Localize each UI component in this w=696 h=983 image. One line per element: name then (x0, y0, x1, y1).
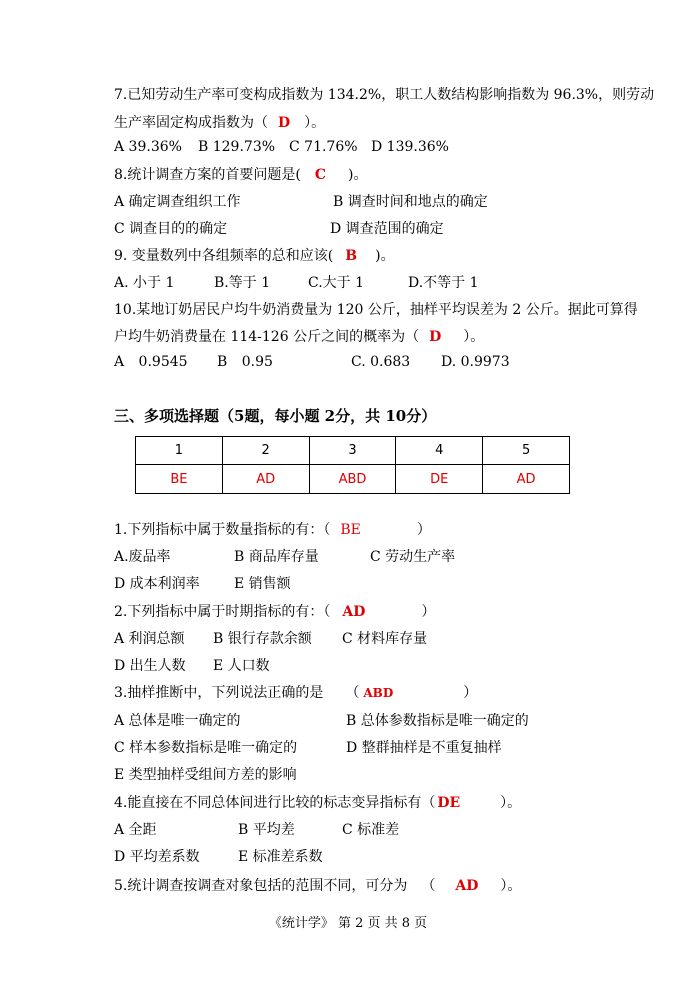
q8-option-a: A 确定调查组织工作 (114, 194, 241, 210)
table-header-cell: 4 (396, 437, 483, 465)
table-header-cell: 1 (136, 437, 223, 465)
m2-option-a: A 利润总额 (114, 631, 185, 647)
q9-option-d: D.不等于 1 (408, 275, 479, 291)
q8-answer: C (314, 167, 326, 183)
q9-answer: B (345, 248, 358, 264)
q8-option-b: B 调查时间和地点的确定 (333, 194, 488, 210)
m3-stem (114, 682, 477, 702)
q7-stem-line2 (114, 112, 325, 132)
m3-option-e: E 类型抽样受组间方差的影响 (114, 767, 297, 783)
q10-stem-text-2: 户均牛奶消费量在 114-126 公斤之间的概率为（ (114, 329, 420, 345)
answer-table (135, 436, 570, 494)
m1-option-a: A.废品率 (114, 549, 171, 565)
m4-option-a: A 全距 (114, 822, 157, 838)
m1-stem-text: 1.下列指标中属于数量指标的有：（ (114, 522, 331, 538)
m5-stem-text: 5.统计调查按调查对象包括的范围不同，可分为 (114, 878, 408, 894)
m3-option-a: A 总体是唯一确定的 (114, 713, 241, 729)
m2-answer: AD (342, 604, 366, 620)
q7-option-a: A 39.36% (114, 139, 182, 155)
m4-option-b: B 平均差 (238, 822, 295, 838)
m2-stem-text: 2.下列指标中属于时期指标的有：（ (114, 604, 331, 620)
q7-option-b: B 129.73% (198, 139, 276, 155)
table-answer-cell: BE (136, 465, 223, 494)
m4-stem-end: ）。 (500, 795, 522, 811)
table-answer-cell: AD (222, 465, 309, 494)
q8-option-d: D 调查范围的确定 (330, 221, 444, 237)
q10-stem-text: 10.某地订奶居民户均牛奶消费量为 120 公斤，抽样平均误差为 2 公斤。据此可算得 (114, 302, 638, 318)
q7-stem-text-2: 生产率固定构成指数为（ (114, 115, 268, 131)
q9-option-a: A. 小于 1 (114, 275, 175, 291)
q7-stem-line1 (114, 84, 654, 104)
q7-option-c: C 71.76% (289, 139, 358, 155)
q8-stem-text: 8.统计调查方案的首要问题是( (114, 167, 301, 183)
m1-stem (114, 519, 431, 539)
q7-answer: D (278, 115, 291, 131)
m4-answer: DE (437, 795, 461, 811)
m1-option-b: B 商品库存量 (234, 549, 319, 565)
table-header-cell: 5 (483, 437, 570, 465)
answer-table-header-row (136, 437, 570, 465)
table-header-cell: 2 (222, 437, 309, 465)
m3-stem-end: ） (463, 685, 478, 701)
q8-stem-end: )。 (347, 167, 368, 183)
m1-option-d: D 成本利润率 (114, 576, 200, 592)
q10-option-d: D. 0.9973 (441, 354, 510, 370)
section-heading: 三、多项选择题（5题，每小题 2分，共 10分） (114, 407, 437, 425)
m1-answer: BE (340, 522, 361, 538)
table-answer-cell: ABD (309, 465, 396, 494)
q9-stem-text: 9. 变量数列中各组频率的总和应该( (114, 248, 334, 264)
q10-option-b: B 0.95 (217, 354, 273, 370)
q10-answer: D (429, 329, 442, 345)
m5-stem-paren: （ (421, 878, 436, 894)
m4-option-c: C 标准差 (342, 822, 400, 838)
m5-stem (114, 875, 521, 895)
m2-option-e: E 人口数 (213, 658, 270, 674)
m4-option-d: D 平均差系数 (114, 849, 200, 865)
m3-option-c: C 样本参数指标是唯一确定的 (114, 740, 298, 756)
m1-option-e: E 销售额 (234, 576, 291, 592)
q10-stem-line2 (114, 326, 484, 346)
q10-option-a: A 0.9545 (114, 354, 188, 370)
m2-option-d: D 出生人数 (114, 658, 186, 674)
q9-stem-end: )。 (375, 248, 395, 264)
m3-stem-text: 3.抽样推断中，下列说法正确的是 (114, 685, 324, 701)
m2-stem-end: ） (421, 604, 436, 620)
m2-stem (114, 601, 435, 621)
m2-option-c: C 材料库存量 (342, 631, 428, 647)
q8-option-c: C 调查目的的确定 (114, 221, 228, 237)
q10-stem-end: ）。 (463, 329, 485, 345)
answer-table-answer-row (136, 465, 570, 494)
q9-stem (114, 245, 395, 265)
q10-stem-line1 (114, 299, 638, 319)
page-footer: 《统计学》 第 2 页 共 8 页 (268, 916, 428, 931)
m1-option-c: C 劳动生产率 (370, 549, 456, 565)
q7-stem-text: 7.已知劳动生产率可变构成指数为 134.2%，职工人数结构影响指数为 96.3%，则劳动 (114, 87, 655, 103)
m2-option-b: B 银行存款余额 (213, 631, 312, 647)
m4-option-e: E 标准差系数 (238, 849, 323, 865)
q8-stem (114, 164, 367, 184)
q9-option-c: C.大于 1 (308, 275, 365, 291)
q9-option-b: B.等于 1 (214, 275, 271, 291)
q7-stem-end: ）。 (304, 115, 326, 131)
q10-option-c: C. 0.683 (351, 354, 411, 370)
table-answer-cell: AD (483, 465, 570, 494)
table-header-cell: 3 (309, 437, 396, 465)
m4-stem (114, 792, 521, 812)
table-answer-cell: DE (396, 465, 483, 494)
m5-answer: AD (455, 878, 479, 894)
q7-option-d: D 139.36% (371, 139, 449, 155)
m3-option-b: B 总体参数指标是唯一确定的 (346, 713, 529, 729)
m1-stem-end: ） (416, 522, 431, 538)
m5-stem-end: ）。 (500, 878, 522, 894)
m3-answer: ABD (363, 686, 394, 700)
m4-stem-text: 4.能直接在不同总体间进行比较的标志变异指标有（ (114, 795, 436, 811)
m3-stem-paren: （ (345, 685, 360, 701)
m3-option-d: D 整群抽样是不重复抽样 (346, 740, 502, 756)
